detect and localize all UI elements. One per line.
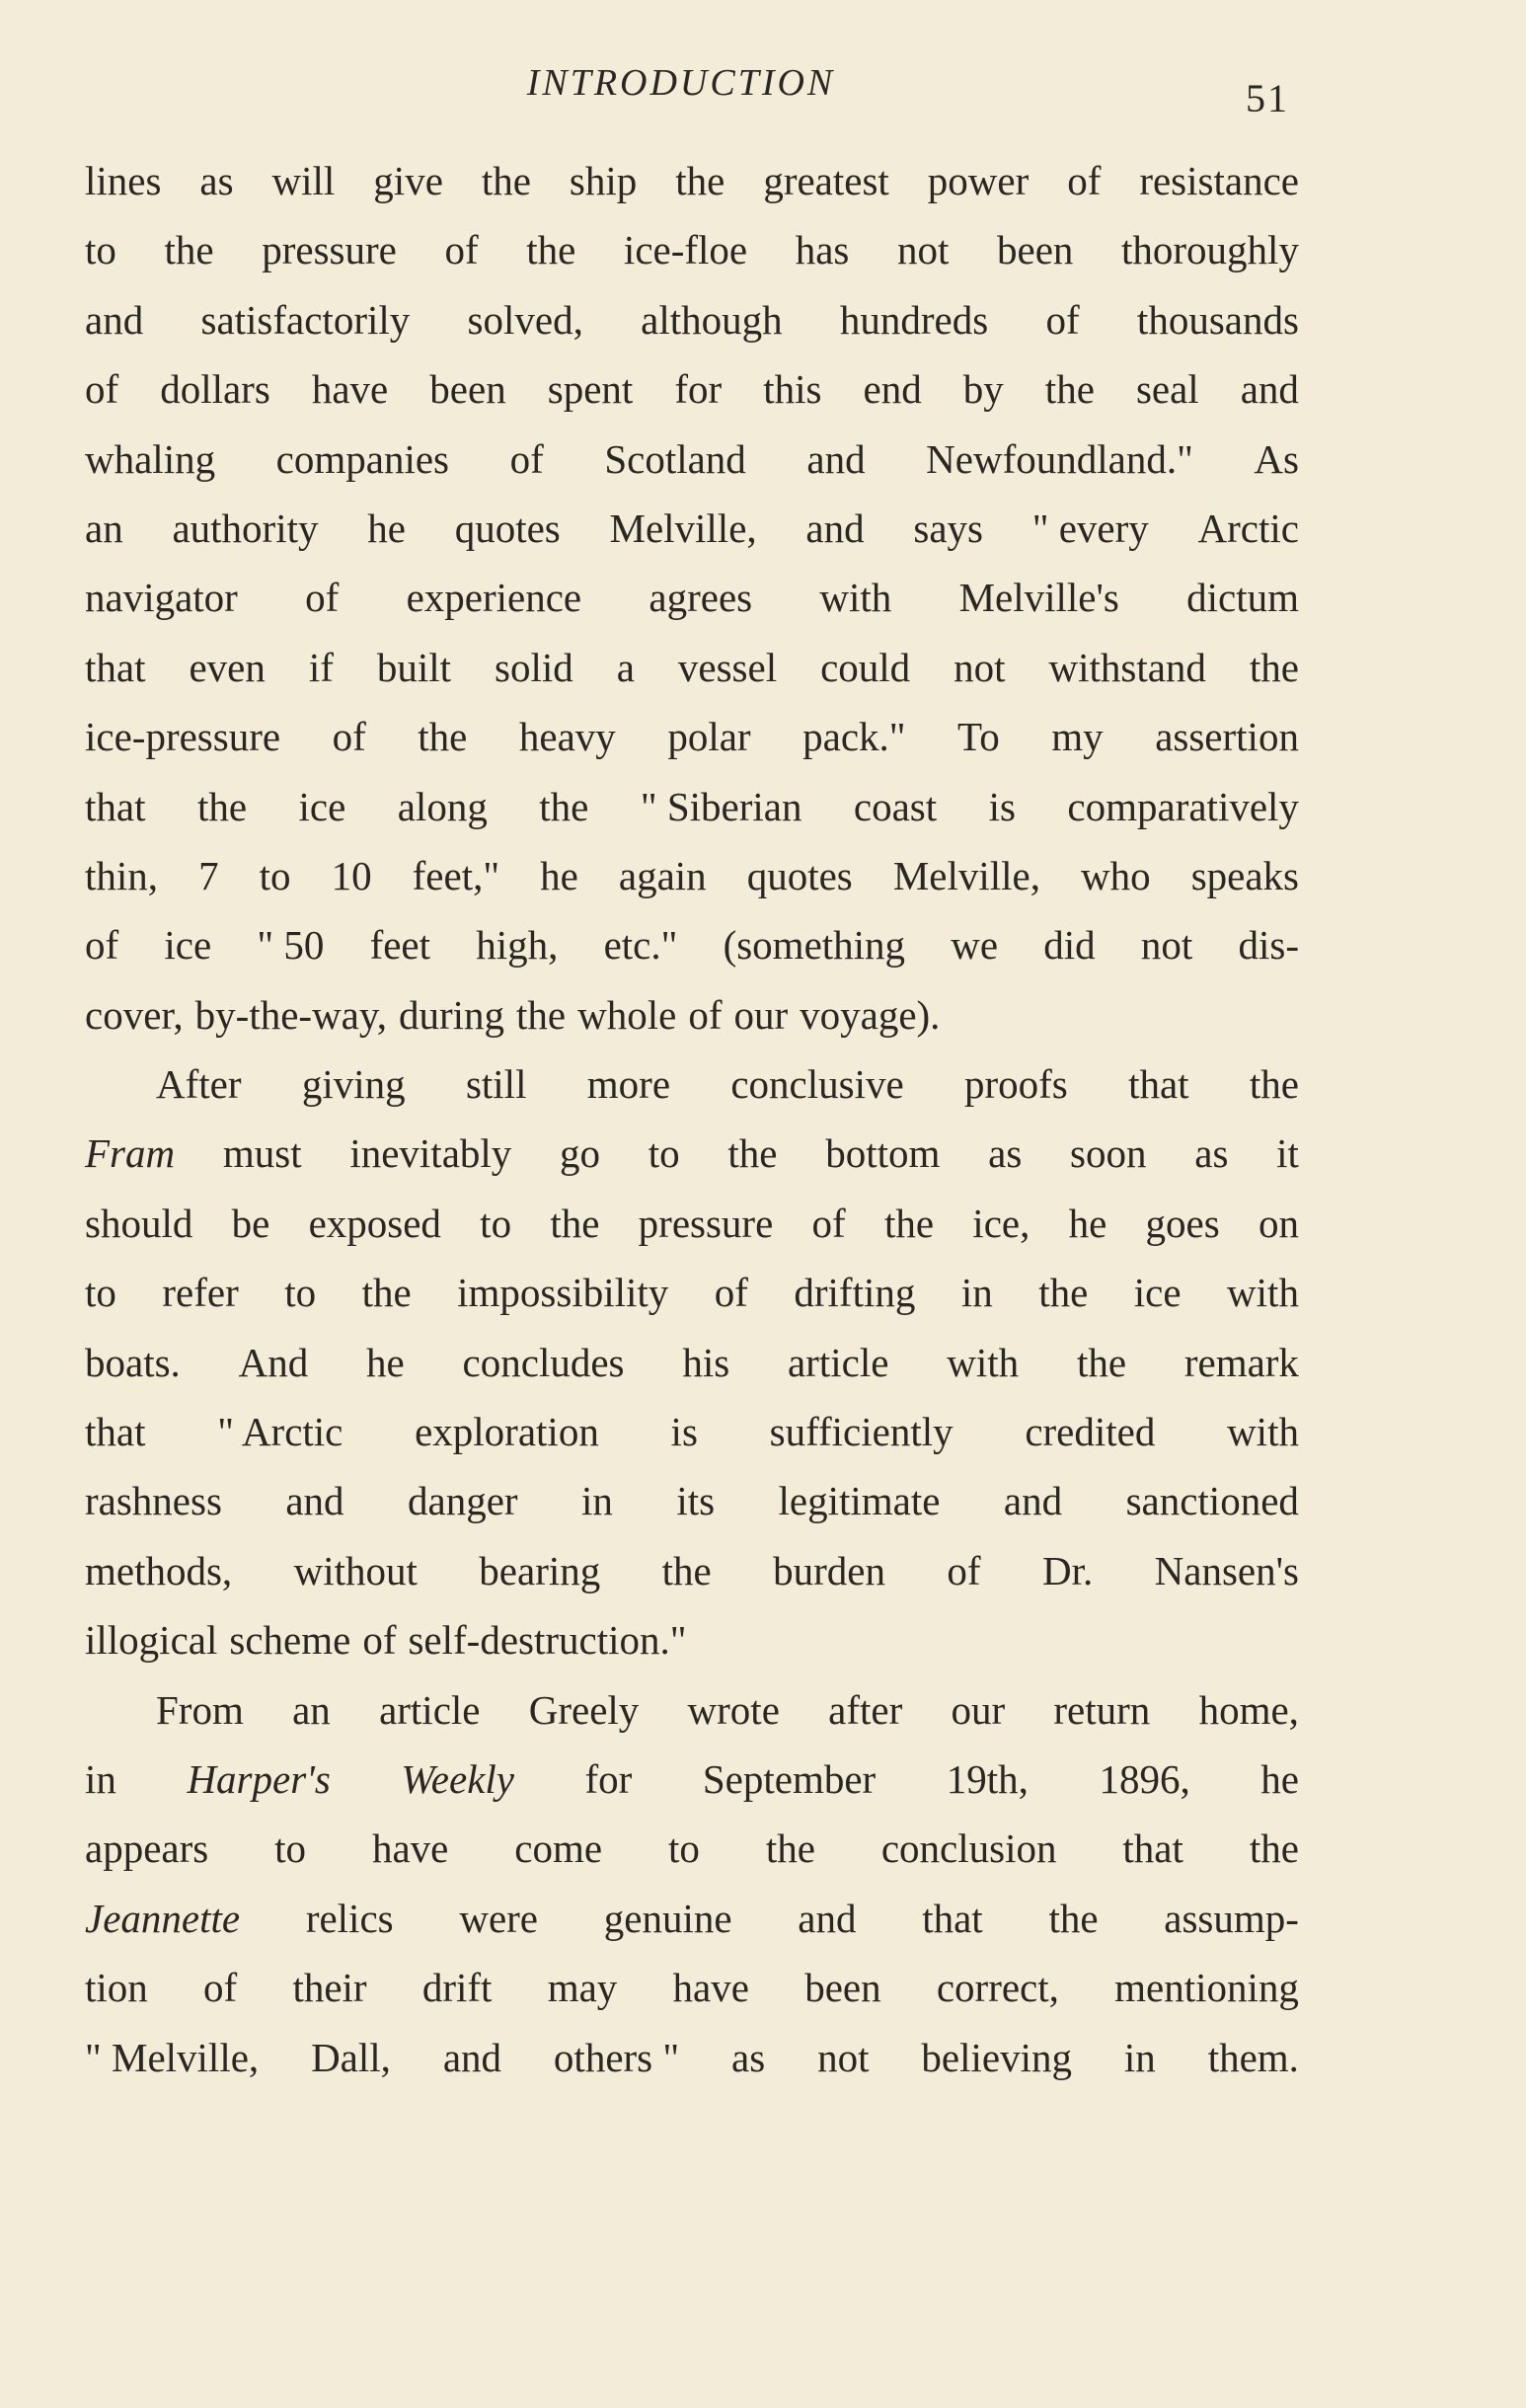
word: dictum [1186, 575, 1299, 621]
word: goes [1145, 1200, 1220, 1246]
word: as [1194, 1130, 1229, 1177]
word: to [648, 1130, 680, 1177]
word: been [429, 366, 506, 413]
word: of [444, 227, 479, 273]
word: inevitably [349, 1130, 512, 1177]
word: conclusive [730, 1061, 904, 1108]
word: with [819, 575, 892, 621]
word: of [305, 575, 340, 621]
word: legitimate [778, 1478, 941, 1524]
word: and [285, 1478, 344, 1524]
word: Harper's [187, 1755, 331, 1802]
word: for [584, 1755, 633, 1802]
word: concludes [462, 1339, 625, 1385]
word: And [238, 1339, 309, 1385]
word: proofs [964, 1061, 1068, 1108]
word: his [682, 1339, 730, 1385]
word: polar [667, 714, 751, 760]
word: methods, [85, 1547, 233, 1593]
word: remark [1183, 1339, 1299, 1385]
word: he [367, 505, 406, 551]
word: cover, [85, 991, 184, 1038]
word: more [586, 1061, 671, 1108]
word: the [1038, 1270, 1089, 1316]
word: that [922, 1895, 983, 1941]
word: 1896, [1099, 1755, 1190, 1802]
word: the [361, 1270, 412, 1316]
word: the [526, 227, 576, 273]
word: have [672, 1965, 749, 2011]
word: and [442, 2034, 502, 2080]
word: should [85, 1200, 193, 1246]
word: of [362, 1617, 397, 1664]
word: " Siberian [640, 783, 802, 829]
word: of [1067, 158, 1102, 203]
word: Melville's [958, 575, 1119, 621]
text-line [85, 1536, 1299, 1605]
word: From [156, 1686, 244, 1733]
word: not [817, 2034, 870, 2080]
word: this [763, 366, 822, 413]
word: the [196, 783, 248, 829]
word: authority [172, 505, 319, 551]
word: dollars [160, 366, 270, 413]
word: we [951, 922, 999, 969]
word: with [1227, 1270, 1299, 1316]
word: illogical [85, 1617, 218, 1664]
word: built [376, 644, 452, 690]
word: is [670, 1409, 698, 1455]
word: lines [85, 158, 162, 203]
text-line [85, 910, 1299, 979]
word: as [731, 2034, 766, 2080]
word: to [480, 1200, 512, 1246]
word: the [765, 1825, 815, 1872]
word: that [85, 644, 146, 690]
word: the [539, 783, 589, 829]
word: and [85, 296, 144, 343]
word: still [465, 1061, 527, 1108]
word: may [547, 1965, 618, 2011]
word: be [231, 1200, 270, 1246]
word: Jeannette [85, 1895, 241, 1941]
running-title: INTRODUCTION [526, 62, 836, 104]
word: burden [773, 1547, 886, 1593]
word: To [957, 714, 1000, 760]
text-line [85, 1119, 1299, 1188]
word: correct, [936, 1965, 1059, 2011]
word: solved, [467, 296, 583, 343]
word: bottom [825, 1130, 941, 1177]
word: during [398, 991, 505, 1038]
word: After [156, 1061, 242, 1108]
word: on [1258, 1200, 1299, 1246]
word: that [85, 783, 146, 829]
word: of [332, 714, 366, 760]
word: assertion [1155, 714, 1299, 760]
text-line [85, 1605, 1299, 1674]
word: were [459, 1895, 539, 1941]
word: drifting [794, 1270, 916, 1316]
word: high, [476, 922, 559, 969]
word: whaling [85, 435, 216, 482]
word: says [913, 505, 983, 551]
word: by [962, 366, 1004, 413]
word: voyage). [800, 991, 941, 1038]
body-text [85, 146, 1299, 2092]
word: thoroughly [1121, 227, 1299, 273]
word: the [675, 158, 725, 203]
text-line [85, 354, 1299, 424]
word: thin, [85, 852, 159, 898]
word: (something [723, 922, 906, 969]
word: a [616, 644, 635, 690]
text-line [85, 1675, 1299, 1745]
word: along [397, 783, 488, 829]
word: " Arctic [217, 1409, 343, 1455]
word: the [1249, 1061, 1299, 1108]
text-line [85, 425, 1299, 494]
word: with [947, 1339, 1020, 1385]
word: quotes [454, 505, 561, 551]
word: the [1076, 1339, 1127, 1385]
word: feet," [412, 852, 500, 898]
word: in [85, 1755, 116, 1802]
word: 7 [198, 852, 219, 898]
text-line [85, 285, 1299, 354]
word: article [379, 1686, 481, 1733]
text-line [85, 633, 1299, 702]
text-line [85, 1953, 1299, 2022]
word: again [618, 852, 707, 898]
word: return [1053, 1686, 1151, 1733]
word: the [1048, 1895, 1099, 1941]
word: giving [301, 1061, 406, 1108]
text-line [85, 2023, 1299, 2092]
word: soon [1070, 1130, 1147, 1177]
page-number: 51 [1246, 76, 1289, 120]
word: resistance [1139, 158, 1299, 203]
word: been [804, 1965, 881, 2011]
word: that [1128, 1061, 1189, 1108]
text-line [85, 1189, 1299, 1258]
text-line [85, 1884, 1299, 1953]
word: Nansen's [1154, 1547, 1299, 1593]
word: our [951, 1686, 1006, 1733]
word: " 50 [257, 922, 325, 969]
word: for [674, 366, 723, 413]
word: come [514, 1825, 603, 1872]
word: ice [164, 922, 212, 969]
word: Melville, [609, 505, 757, 551]
word: as [988, 1130, 1023, 1177]
word: heavy [518, 714, 616, 760]
word: to [274, 1825, 307, 1872]
word: will [271, 158, 336, 203]
word: the [481, 158, 531, 203]
word: boats. [85, 1339, 181, 1385]
word: relics [305, 1895, 394, 1941]
word: and [798, 1895, 857, 1941]
word: Newfoundland." [926, 435, 1193, 482]
text-line [85, 772, 1299, 841]
text-line [85, 841, 1299, 910]
word: in [581, 1478, 613, 1524]
word: the [164, 227, 214, 273]
word: to [85, 227, 116, 273]
text-line [85, 1814, 1299, 1883]
word: Arctic [1197, 505, 1299, 551]
word: tion [85, 1965, 148, 2011]
word: he [1260, 1755, 1299, 1802]
word: rashness [85, 1478, 222, 1524]
word: not [1140, 922, 1193, 969]
word: exploration [415, 1409, 599, 1455]
word: Dr. [1041, 1547, 1094, 1593]
word: Weekly [401, 1755, 514, 1802]
word: Scotland [604, 435, 746, 482]
word: the [727, 1130, 778, 1177]
word: Melville, [892, 852, 1040, 898]
word: mentioning [1114, 1965, 1299, 2011]
word: thousands [1136, 296, 1299, 343]
word: 10 [331, 852, 372, 898]
word: the [883, 1200, 935, 1246]
word: although [641, 296, 783, 343]
word: not [896, 227, 950, 273]
text-line [85, 215, 1299, 284]
word: satisfactorily [200, 296, 411, 343]
word: to [284, 1270, 317, 1316]
word: pressure [638, 1200, 774, 1246]
word: to [668, 1825, 700, 1872]
word: did [1043, 922, 1096, 969]
word: dis- [1238, 922, 1299, 969]
word: to [85, 1270, 116, 1316]
word: of [714, 1270, 748, 1316]
text-line [85, 1258, 1299, 1327]
word: solid [495, 644, 573, 690]
word: it [1276, 1130, 1299, 1177]
word: ice-pressure [85, 714, 281, 760]
word: impossibility [457, 1270, 669, 1316]
word: of [85, 366, 119, 413]
word: conclusion [880, 1825, 1057, 1872]
word: comparatively [1067, 783, 1299, 829]
word: exposed [308, 1200, 441, 1246]
word: of [85, 922, 119, 969]
word: seal [1135, 366, 1199, 413]
text-line [85, 494, 1299, 563]
word: its [676, 1478, 716, 1524]
word: of [688, 991, 723, 1038]
word: Fram [85, 1130, 176, 1177]
word: the [1249, 1825, 1299, 1872]
word: the [550, 1200, 600, 1246]
word: go [560, 1130, 601, 1177]
word: could [820, 644, 911, 690]
word: pressure [262, 227, 397, 273]
word: an [85, 505, 123, 551]
word: As [1254, 435, 1299, 482]
word: spent [547, 366, 634, 413]
word: others " [553, 2034, 680, 2080]
word: bearing [479, 1547, 601, 1593]
word: an [292, 1686, 331, 1733]
word: experience [406, 575, 582, 621]
word: speaks [1190, 852, 1299, 898]
word: as [199, 158, 234, 203]
word: after [828, 1686, 903, 1733]
word: and [1003, 1478, 1063, 1524]
word: credited [1025, 1409, 1156, 1455]
word: ice, [972, 1200, 1030, 1246]
word: of [203, 1965, 238, 2011]
text-line [85, 1049, 1299, 1119]
word: assump- [1164, 1895, 1299, 1941]
word: whole [577, 991, 677, 1038]
word: Greely [528, 1686, 640, 1733]
word: appears [85, 1825, 209, 1872]
word: coast [853, 783, 938, 829]
text-line [85, 1745, 1299, 1814]
word: and [806, 435, 866, 482]
word: vessel [677, 644, 778, 690]
text-line [85, 1466, 1299, 1535]
word: pack." [802, 714, 906, 760]
word: been [997, 227, 1074, 273]
word: quotes [746, 852, 853, 898]
word: he [1068, 1200, 1107, 1246]
word: by-the-way, [194, 991, 387, 1038]
word: believing [921, 2034, 1072, 2080]
word: have [371, 1825, 449, 1872]
word: self-destruction." [408, 1617, 687, 1664]
word: ice [298, 783, 346, 829]
word: article [787, 1339, 889, 1385]
word: he [540, 852, 578, 898]
word: 19th, [946, 1755, 1029, 1802]
word: power [927, 158, 1030, 203]
word: agrees [649, 575, 753, 621]
word: Dall, [311, 2034, 391, 2080]
word: scheme [229, 1617, 351, 1664]
word: of [947, 1547, 981, 1593]
word: must [222, 1130, 302, 1177]
word: end [863, 366, 922, 413]
word: with [1227, 1409, 1299, 1455]
word: genuine [603, 1895, 732, 1941]
word: etc." [603, 922, 678, 969]
word: and [805, 505, 865, 551]
running-header [0, 61, 1526, 120]
word: hundreds [839, 296, 989, 343]
word: to [259, 852, 291, 898]
word: in [1123, 2034, 1156, 2080]
word: navigator [85, 575, 238, 621]
word: not [954, 644, 1006, 690]
word: sufficiently [769, 1409, 954, 1455]
word: is [988, 783, 1016, 829]
word: their [292, 1965, 367, 2011]
word: refer [162, 1270, 239, 1316]
word: the [516, 991, 567, 1038]
word: ice-floe [623, 227, 748, 273]
word: the [1249, 644, 1299, 690]
word: greatest [763, 158, 889, 203]
word: wrote [687, 1686, 780, 1733]
word: the [1044, 366, 1095, 413]
word: my [1051, 714, 1104, 760]
word: our [733, 991, 789, 1038]
word: danger [408, 1478, 518, 1524]
word: and [1240, 366, 1299, 413]
text-line [85, 146, 1299, 215]
word: without [293, 1547, 418, 1593]
word: withstand [1048, 644, 1206, 690]
text-line [85, 702, 1299, 771]
word: he [366, 1339, 405, 1385]
word: them. [1207, 2034, 1299, 2080]
word: has [795, 227, 850, 273]
word: have [311, 366, 389, 413]
word: September [702, 1755, 877, 1802]
text-line [85, 1328, 1299, 1397]
word: the [418, 714, 468, 760]
word: home, [1198, 1686, 1299, 1733]
text-line [85, 1397, 1299, 1466]
word: ice [1133, 1270, 1182, 1316]
word: the [661, 1547, 712, 1593]
word: of [509, 435, 544, 482]
word: " every [1031, 505, 1149, 551]
word: that [85, 1409, 146, 1455]
word: give [373, 158, 443, 203]
word: who [1081, 852, 1151, 898]
text-line [85, 563, 1299, 632]
word: ship [569, 158, 638, 203]
text-line [85, 980, 1299, 1049]
word: even [189, 644, 266, 690]
word: companies [275, 435, 450, 482]
word: drift [421, 1965, 493, 2011]
word: sanctioned [1125, 1478, 1299, 1524]
word: in [960, 1270, 993, 1316]
word: " Melville, [85, 2034, 260, 2080]
word: feet [369, 922, 431, 969]
word: of [811, 1200, 846, 1246]
word: of [1045, 296, 1080, 343]
word: that [1122, 1825, 1183, 1872]
word: if [308, 644, 334, 690]
